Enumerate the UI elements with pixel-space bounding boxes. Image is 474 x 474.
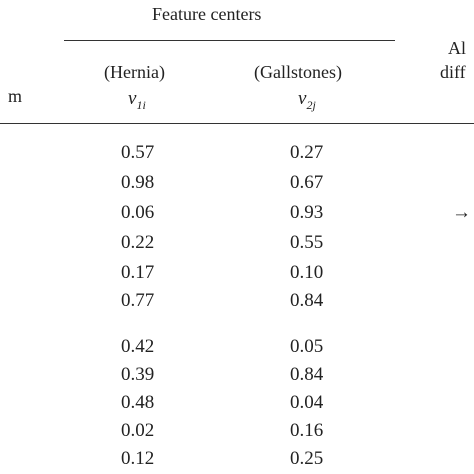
gallstones-value: 0.05 [290,336,324,357]
gallstones-value: 0.55 [290,232,324,253]
arrow-icon: → [452,202,471,223]
hernia-value: 0.06 [121,202,155,223]
hernia-value: 0.98 [121,172,155,193]
gallstones-value: 0.16 [290,420,324,441]
gallstones-value: 0.27 [290,142,324,163]
hernia-value: 0.48 [121,392,155,413]
col-gallstones-name: (Gallstones) [254,62,342,82]
gallstones-value: 0.93 [290,202,324,223]
gallstones-value: 0.25 [290,448,324,469]
right-column-header-line2: diff [440,62,466,82]
hernia-value: 0.02 [121,420,155,441]
group-title: Feature centers [152,4,262,24]
hernia-value: 0.12 [121,448,155,469]
gallstones-value: 0.67 [290,172,324,193]
gallstones-value: 0.10 [290,262,324,283]
left-column-fragment: m [8,86,23,106]
gallstones-value: 0.84 [290,290,324,311]
hernia-value: 0.39 [121,364,155,385]
right-column-header-line1: Al [448,38,466,58]
hernia-value: 0.17 [121,262,155,283]
hernia-value: 0.22 [121,232,155,253]
gallstones-value: 0.04 [290,392,324,413]
header-bottom-rule [0,123,474,124]
col-hernia-variable: $v_{1i}$ [128,88,146,112]
gallstones-value: 0.84 [290,364,324,385]
hernia-value: 0.77 [121,290,155,311]
hernia-value: 0.57 [121,142,155,163]
col-gallstones-variable: $v_{2j}$ [298,88,316,112]
group-title-rule [64,40,395,41]
col-hernia-name: (Hernia) [104,62,165,82]
hernia-value: 0.42 [121,336,155,357]
